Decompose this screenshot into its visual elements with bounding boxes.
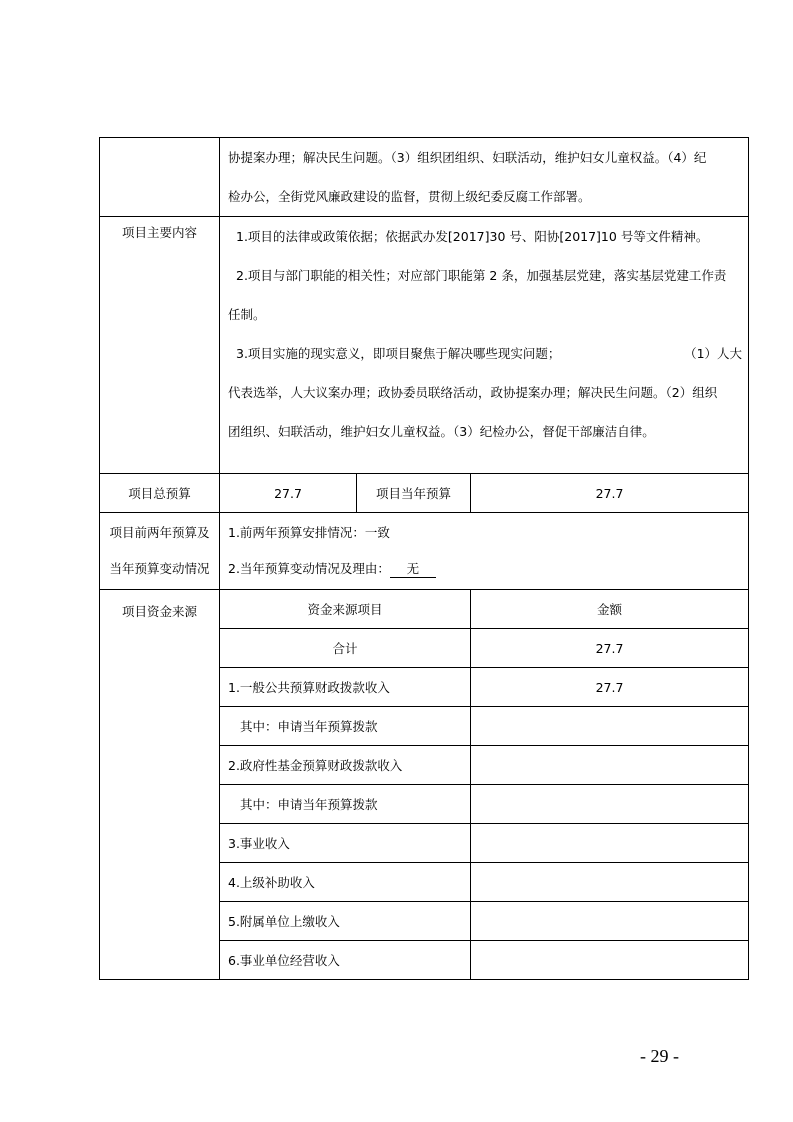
funding-row-name: 1.一般公共预算财政拨款收入 — [220, 668, 471, 707]
content-para-3-text: 3.项目实施的现实意义，即项目聚焦于解决哪些现实问题； — [236, 346, 561, 361]
content-para-3-line-2: 代表选举，人大议案办理；政协委员联络活动，政协提案办理；解决民生问题。（2）组织 — [228, 385, 718, 400]
funding-source-header: 资金来源项目 — [220, 590, 471, 629]
intro-content-cell — [220, 138, 749, 217]
intro-line-2: 检办公，全街党风廉政建设的监督，贯彻上级纪委反腐工作部署。 — [228, 189, 591, 204]
content-para-1: 1.项目的法律或政策依据；依据武办发[2017]30 号、阳协[2017]10 号等文件精神。 — [236, 229, 709, 244]
content-para-3-line-1 — [220, 334, 748, 373]
funding-row-name: 4.上级补助收入 — [220, 863, 471, 902]
budget-change-content — [220, 513, 749, 590]
content-para-2-line-1: 2.项目与部门职能的相关性；对应部门职能第 2 条，加强基层党建，落实基层党建工作责 — [236, 268, 727, 283]
content-para-3-tail: （1）人大 — [684, 346, 743, 361]
funding-row-amount: 27.7 — [471, 629, 749, 668]
funding-row-amount — [471, 746, 749, 785]
funding-row-amount — [471, 785, 749, 824]
funding-header-row — [100, 590, 749, 629]
funding-row-name: 其中：申请当年预算拨款 — [220, 785, 471, 824]
budget-change-line-1: 1.前两年预算安排情况：一致 — [228, 525, 390, 540]
funding-row-name: 3.事业收入 — [220, 824, 471, 863]
budget-change-line-2 — [220, 551, 748, 587]
budget-change-label — [100, 513, 220, 590]
intro-line-1: 协提案办理；解决民生问题。（3）组织团组织、妇联活动，维护妇女儿童权益。（4）纪 — [228, 150, 707, 165]
page-number: - 29 - — [640, 1046, 679, 1066]
funding-row-amount — [471, 707, 749, 746]
main-content-row — [100, 217, 749, 474]
content-para-2-line-2: 任制。 — [228, 307, 266, 322]
year-budget-label: 项目当年预算 — [357, 474, 471, 513]
funding-row-name: 其中：申请当年预算拨款 — [220, 707, 471, 746]
main-content-cell — [220, 217, 749, 474]
total-budget-value: 27.7 — [220, 474, 357, 513]
funding-row-name: 6.事业单位经营收入 — [220, 941, 471, 980]
budget-row — [100, 474, 749, 513]
year-budget-value: 27.7 — [471, 474, 749, 513]
funding-row-amount — [471, 824, 749, 863]
intro-row — [100, 138, 749, 217]
intro-label-cell — [100, 138, 220, 217]
funding-row-amount — [471, 902, 749, 941]
funding-row-amount — [471, 863, 749, 902]
budget-change-reason: 无 — [390, 561, 436, 578]
budget-change-row — [100, 513, 749, 590]
budget-change-label-line-1: 项目前两年预算及 — [109, 525, 210, 540]
funding-row-amount: 27.7 — [471, 668, 749, 707]
budget-change-label-line-2: 当年预算变动情况 — [109, 561, 210, 576]
total-budget-label: 项目总预算 — [100, 474, 220, 513]
project-budget-table — [99, 137, 749, 980]
content-para-3-line-3: 团组织、妇联活动，维护妇女儿童权益。（3）纪检办公，督促干部廉洁自律。 — [228, 424, 655, 439]
funding-row-amount — [471, 941, 749, 980]
funding-row-name: 2.政府性基金预算财政拨款收入 — [220, 746, 471, 785]
funding-row-name: 合计 — [220, 629, 471, 668]
funding-row-name: 5.附属单位上缴收入 — [220, 902, 471, 941]
funding-amount-header: 金额 — [471, 590, 749, 629]
main-content-label: 项目主要内容 — [100, 217, 220, 474]
budget-change-line-2-prefix: 2.当年预算变动情况及理由： — [228, 561, 390, 576]
funding-label: 项目资金来源 — [100, 590, 220, 980]
